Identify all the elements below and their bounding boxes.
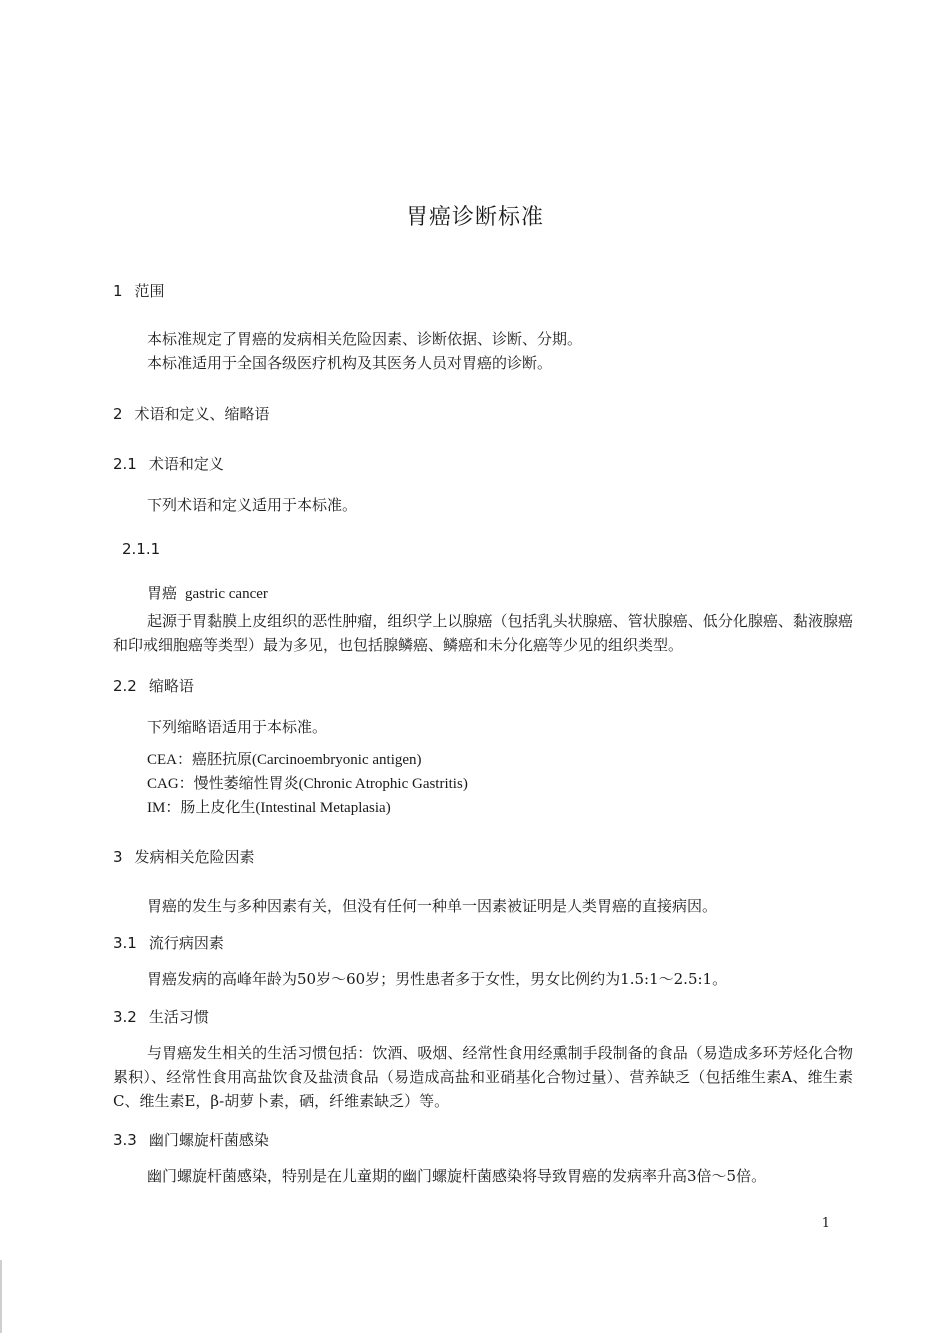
section-3-1-heading: [113, 932, 224, 953]
term-entry: [147, 582, 268, 603]
abbreviation-im: IM：肠上皮化生(Intestinal Metaplasia): [147, 800, 391, 816]
section-number: 1: [113, 282, 123, 300]
abbreviation-cag: CAG：慢性萎缩性胃炎(Chronic Atrophic Gastritis): [147, 776, 468, 792]
section-title: 流行病因素: [148, 934, 224, 952]
paragraph: 下列缩略语适用于本标准。: [147, 718, 328, 736]
paragraph: 幽门螺旋杆菌感染，特别是在儿童期的幽门螺旋杆菌感染将导致胃癌的发病率升高3倍～5倍。: [147, 1167, 767, 1185]
section-2-heading: [113, 403, 270, 424]
abbreviation-cea: CEA：癌胚抗原(Carcinoembryonic antigen): [147, 752, 422, 768]
paragraph: 本标准适用于全国各级医疗机构及其医务人员对胃癌的诊断。: [147, 354, 553, 372]
section-number: 2.1: [113, 455, 137, 473]
section-3-3-heading: [113, 1129, 269, 1150]
section-2-1-heading: [113, 453, 224, 474]
paragraph: 下列术语和定义适用于本标准。: [147, 496, 358, 514]
section-title: 缩略语: [148, 677, 194, 695]
section-number: 3.1: [113, 934, 137, 952]
term-definition: 起源于胃黏膜上皮组织的恶性肿瘤，组织学上以腺癌（包括乳头状腺癌、管状腺癌、低分化腺癌、黏液腺癌和印戒细胞癌等类型）最为多见，也包括腺鳞癌、鳞癌和未分化癌等少见的组织类型。: [113, 612, 853, 654]
section-2-1-1-heading: [122, 540, 172, 558]
section-number: 2: [113, 405, 123, 423]
section-1-heading: [113, 280, 165, 301]
page-number: 1: [821, 1216, 830, 1231]
section-title: 术语和定义、缩略语: [134, 405, 270, 423]
section-3-heading: [113, 846, 255, 867]
paragraph: 本标准规定了胃癌的发病相关危险因素、诊断依据、诊断、分期。: [147, 330, 583, 348]
term-chinese: 胃癌: [147, 584, 178, 602]
scan-edge-line: [0, 1260, 2, 1333]
section-3-2-heading: [113, 1006, 209, 1027]
section-title: 幽门螺旋杆菌感染: [148, 1131, 269, 1149]
section-number: 3: [113, 848, 123, 866]
paragraph: 胃癌的发生与多种因素有关，但没有任何一种单一因素被证明是人类胃癌的直接病因。: [147, 897, 718, 915]
term-english: gastric cancer: [185, 586, 268, 602]
section-title: 发病相关危险因素: [134, 848, 255, 866]
section-title: 范围: [134, 282, 165, 300]
section-number: 2.1.1: [122, 540, 161, 558]
section-number: 3.2: [113, 1008, 137, 1026]
section-number: 3.3: [113, 1131, 137, 1149]
document-title: 胃癌诊断标准: [405, 205, 544, 230]
paragraph: 与胃癌发生相关的生活习惯包括：饮酒、吸烟、经常性食用经熏制手段制备的食品（易造成多环芳烃化合物累积）、经常性食用高盐饮食及盐渍食品（易造成高盐和亚硝基化合物过量）、营养缺乏（包括维生素A、维生素C、维生素E，β-胡萝卜素，硒，纤维素缺乏）等。: [113, 1044, 853, 1110]
section-title: 生活习惯: [148, 1008, 209, 1026]
section-2-2-heading: [113, 675, 194, 696]
paragraph: 胃癌发病的高峰年龄为50岁～60岁；男性患者多于女性，男女比例约为1.5:1～2.5:1。: [147, 970, 728, 988]
section-number: 2.2: [113, 677, 137, 695]
section-title: 术语和定义: [148, 455, 224, 473]
